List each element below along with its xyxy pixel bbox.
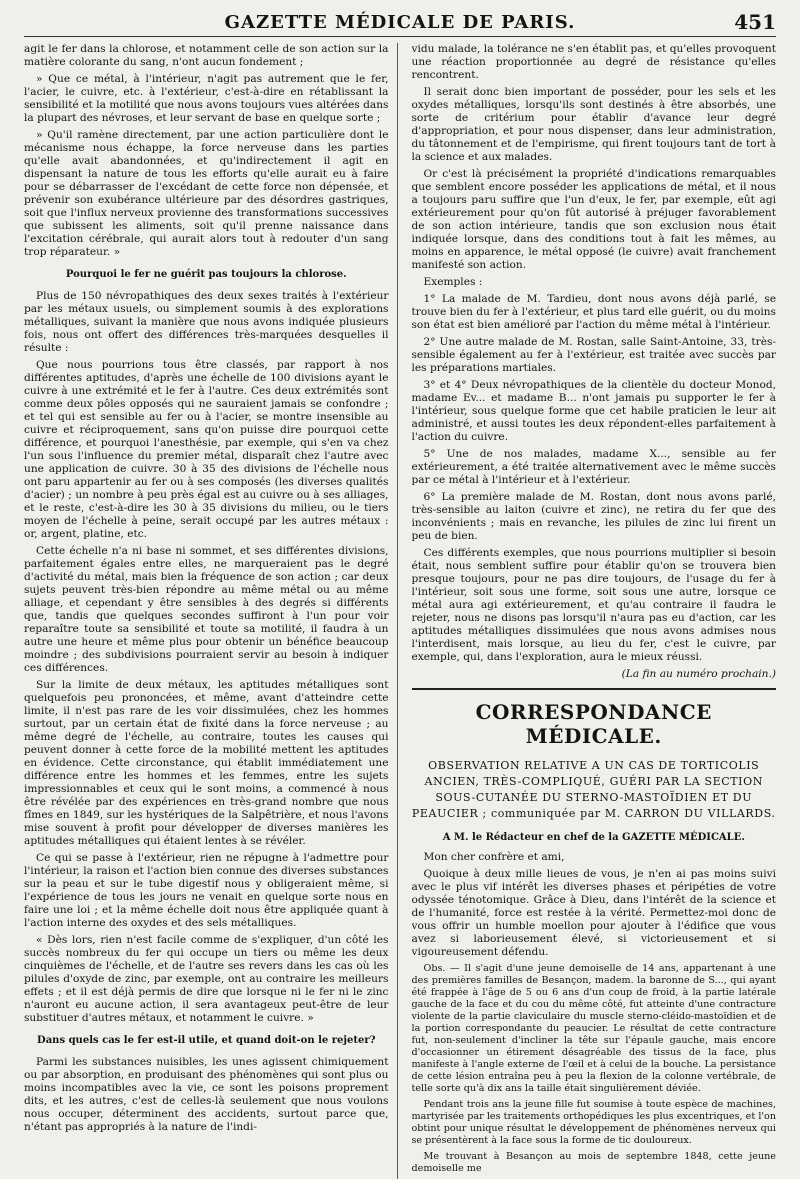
paragraph: 6° La première malade de M. Rostan, dont nous avons parlé, très-sensible au laiton (cuivre et zinc), ne retira du fer que des inconvénients ; mais en revanche, les pilules de zinc lui firent un peu de bien. [411,491,776,542]
paragraph: vidu malade, la tolérance ne s'en établit pas, et qu'elles provoquent une réaction proportionnée au degré de résistance qu'elles rencontrent. [411,43,776,81]
paragraph: 5° Une de nos malades, madame X..., sensible au fer extérieurement, a été traitée alternativement avec le même succès par ce métal à l'intérieur et à l'extérieur. [411,448,776,486]
paragraph: Exemples : [423,276,483,288]
paragraph: 2° Une autre malade de M. Rostan, salle Saint-Antoine, 33, très-sensible également au fer à l'extérieur, est traitée avec succès par les préparations martiales. [411,336,776,374]
section-subheading: Dans quels cas le fer est-il utile, et quand doit-on le rejeter? [37,1035,376,1046]
columns [24,43,776,1179]
section-title: CORRESPONDANCE MÉDICALE. [475,700,712,748]
paragraph: « Dès lors, rien n'est facile comme de s'expliquer, d'un côté les succès nombreux du fer qui occupe un tiers ou même les deux cinquièmes de l'échelle, et de l'autre ses revers dans les cas où les pilules d'oxyde de zinc, par exemple, ont au contraire les meilleurs effets ; et il est déjà permis de dire que lorsque ni le fer ni le zinc n'auront eu aucune action, il sera avantageux peut-être de leur substituer d'autres métaux, et notamment le cuivre. » [24,934,389,1024]
section-rule [412,688,777,690]
paragraph: Cette échelle n'a ni base ni sommet, et ses différentes divisions, parfaitement égales entre elles, ne marqueraient pas le degré d'activité du métal, mais bien la fréquence de son action ; car deux sujets peuvent très-bien répondre au même métal ou au même alliage, et cependant y être sensibles à des degrés si différents que, tandis que quelques secondes suffiront à l'un pour voir reparaître toute sa sensibilité et toute sa motilité, il faudra à un autre une heure et même plus pour obtenir un bénéfice beaucoup moindre ; des subdivisions pourraient servir au besoin à indiquer ces différences. [24,545,389,674]
paragraph: Sur la limite de deux métaux, les aptitudes métalliques sont quelquefois peu prononcées, et même, avant d'atteindre cette limite, il n'est pas rare de les voir dissimulées, chez les hommes surtout, par un certain état de fixité dans la force nerveuse ; au même degré de l'échelle, au contraire, toutes les causes qui peuvent donner à cette force de la mobilité mettent les aptitudes en évidence. Cette circonstance, qui établit immédiatement une différence entre les hommes et les femmes, entre les sujets impressionnables et ceux qui le sont moins, a commencé à nous être révélée par des expériences en très-grand nombre que nous fîmes en 1849, sur les hystériques de la Salpêtrière, et nous l'avons mise souvent à profit pour développer de diverses manières les aptitudes métalliques qui étaient lentes à se révéler. [24,679,389,847]
paragraph: Ce qui se passe à l'extérieur, rien ne répugne à l'admettre pour l'intérieur, la raison et l'action bien connue des diverses substances sur la peau et sur le tube digestif nous y obligeraient même, si l'expérience de tous les jours ne venait en quelque sorte nous en faire une loi ; et la même échelle doit nous être appliquée quant à l'action interne des oxydes et des sels métalliques. [24,852,389,929]
paragraph: Que nous pourrions tous être classés, par rapport à nos différentes aptitudes, d'après une échelle de 100 divisions ayant le cuivre à une extrémité et le fer à l'autre. Ces deux extrémités sont comme deux pôles opposés qui ne sauraient jamais se confondre ; et tel qui est sensible au fer ou à l'acier, se montre insensible au cuivre et réciproquement, sans qu'on puisse dire pourquoi cette différence, et pourquoi l'anesthésie, par exemple, qui s'en va chez l'un sous l'influence du premier métal, disparaît chez l'autre avec une application de cuivre. 30 à 35 des divisions de l'échelle nous ont paru appartenir au fer ou à ses composés (les diverses qualités d'acier) ; un nombre à peu près égal est au cuivre ou à ses alliages, et le reste, c'est-à-dire les 30 à 35 divisions du milieu, ou le tiers moyen de l'échelle à peine, serait occupé par les autres métaux : or, argent, platine, etc. [24,359,389,540]
paragraph: Il serait donc bien important de posséder, pour les sels et les oxydes métalliques, lorsqu'ils sont destinés à être absorbés, une sorte de critérium pour établir d'avance leur degré d'appropriation, et pour nous dispenser, dans leur administration, du tâtonnement et de l'empirisme, qui firent toujours tant de tort à la science et aux malades. [411,86,776,163]
paragraph: Me trouvant à Besançon au mois de septembre 1848, cette jeune demoiselle me [411,1151,776,1174]
paragraph: Ces différents exemples, que nous pourrions multiplier si besoin était, nous semblent suffire pour établir qu'on se trouvera bien presque toujours, pour ne pas dire toujours, de l'usage du fer à l'intérieur, soit sous une forme, soit sous une autre, lorsque ce métal aura agi extérieurement, et qu'au contraire il faudra le rejeter, nous ne disons pas lorsqu'il n'aura pas eu d'action, car les aptitudes métalliques dissimulées que nous avons admises nous l'interdisent, mais lorsque, au lieu du fer, c'est le cuivre, par exemple, qui, dans l'exploration, aura le mieux réussi. [411,547,776,663]
paragraph: 3° et 4° Deux névropathiques de la clientèle du docteur Monod, madame Ev... et madame B... n'ont jamais pu supporter le fer à l'intérieur, sous quelque forme que cet habile praticien le leur ait administré, et aussi toutes les deux répondent-elles parfaitement à l'action du cuivre. [411,379,776,443]
paragraph: » Qu'il ramène directement, par une action particulière dont le mécanisme nous échappe, la force nerveuse dans les parties qu'elle avait abandonnées, et qu'indirectement il agit en dispensant la nature de tous les efforts qu'elle aurait eu à faire pour se débarrasser de l'excédant de cette force non dépensée, et prévenir son exubérance ultérieure par des désordres gastriques, soit que l'influx nerveux provienne des transformations successives que subissent les aliments, soit qu'il prenne naissance dans l'excitation cérébrale, qui aurait alors tout à redouter d'un sang trop réparateur. » [24,129,389,258]
journal-title: GAZETTE MÉDICALE DE PARIS. [224,12,576,33]
paragraph: 1° La malade de M. Tardieu, dont nous avons déjà parlé, se trouve bien du fer à l'extérieur, et plus tard elle guérit, ou du moins son état est bien amélioré par l'action du même métal à l'intérieur. [411,293,776,331]
salutation: Mon cher confrère et ami, [423,851,565,863]
page-number: 451 [734,10,776,34]
paragraph: » Que ce métal, à l'intérieur, n'agit pas autrement que le fer, l'acier, le cuivre, etc. à l'extérieur, c'est-à-dire en rétablissant la sensibilité et la motilité que nous avons toujours vues altérées dans la plupart des névroses, et leur servant de base en quelque sorte ; [24,73,389,124]
paragraph: Pendant trois ans la jeune fille fut soumise à toute espèce de machines, martyrisée par les traitements orthopédiques les plus excentriques, et l'on obtint pour unique résultat le développement de phénomènes nerveux qui se présentèrent à la face sous la forme de tic douloureux. [411,1099,776,1146]
paragraph: Or c'est là précisément la propriété d'indications remarquables que semblent encore posséder les applications de métal, et il nous a toujours paru suffire que l'un d'eux, le fer, par exemple, eût agi extérieurement pour qu'on fût autorisé à préjuger favorablement de son action intérieure, tandis que son exclusion nous était indiquée lorsque, dans des conditions tout à fait les mêmes, au moins en apparence, le métal opposé (le cuivre) avait franchement manifesté son action. [411,168,776,271]
paragraph: Obs. — Il s'agit d'une jeune demoiselle de 14 ans, appartenant à une des premières familles de Besançon, madem. la baronne de S..., qui ayant été frappée à l'âge de 5 ou 6 ans d'un coup de froid, à la partie latérale gauche de la face et du cou du même côté, fut atteinte d'une contracture violente de la partie claviculaire du muscle sterno-cléido-mastoïdien et de la portion correspondante du peaucier. Le résultat de cette contracture fut, non-seulement d'incliner la tête sur l'épaule gauche, mais encore d'occasionner un étirement désagréable des tissus de la face, plus manifeste à l'angle externe de l'œil et à celui de la bouche. La persistance de cette lésion entraîna peu à peu la flexion de la colonne vertébrale, de telle sorte qu'à dix ans la taille était singulièrement déviée. [411,963,776,1094]
addressee: A M. le Rédacteur en chef de la GAZETTE MÉDICALE. [442,832,745,843]
paragraph: agit le fer dans la chlorose, et notamment celle de son action sur la matière colorante du sang, n'ont aucun fondement ; [24,43,389,68]
section-subheading: Pourquoi le fer ne guérit pas toujours la chlorose. [65,269,347,280]
observation-title: OBSERVATION RELATIVE A UN CAS DE TORTICOLIS ANCIEN, TRÈS-COMPLIQUÉ, GUÉRI PAR LA SECTION SOUS-CUTANÉE DU STERNO-MASTOÏDIEN ET DU PEAUCIER ; communiquée par M. CARRON DU VILLARDS. [411,759,776,820]
continuation-note: (La fin au numéro prochain.) [621,668,776,680]
paragraph: Parmi les substances nuisibles, les unes agissent chimiquement ou par absorption, en produisant des phénomènes qui sont plus ou moins incompatibles avec la vie, ce sont les poisons proprement dits, et les autres, c'est de celles-là seulement que nous voulons nous occuper, déterminent des accidents, surtout parce que, n'étant pas appropriés à la nature de l'indi- [24,1056,389,1133]
running-head [24,10,776,37]
right-column [412,43,777,1179]
paragraph: Quoique à deux mille lieues de vous, je n'en ai pas moins suivi avec le plus vif intérêt les diverses phases et péripéties de votre odyssée ténotomique. Grâce à Dieu, dans l'intérêt de la science et de l'humanité, force est restée à la vérité. Permettez-moi donc de vous offrir un humble moellon pour ajouter à l'édifice que vous avez si laborieusement élevé, si victorieusement et si vigoureusement défendu. [411,868,776,958]
left-column [24,43,398,1179]
paragraph: Plus de 150 névropathiques des deux sexes traités à l'extérieur par les métaux usuels, ou simplement soumis à des explorations métalliques, suivant la manière que nous avons indiquée plusieurs fois, nous ont offert des différences très-marquées desquelles il résulte : [24,290,389,354]
